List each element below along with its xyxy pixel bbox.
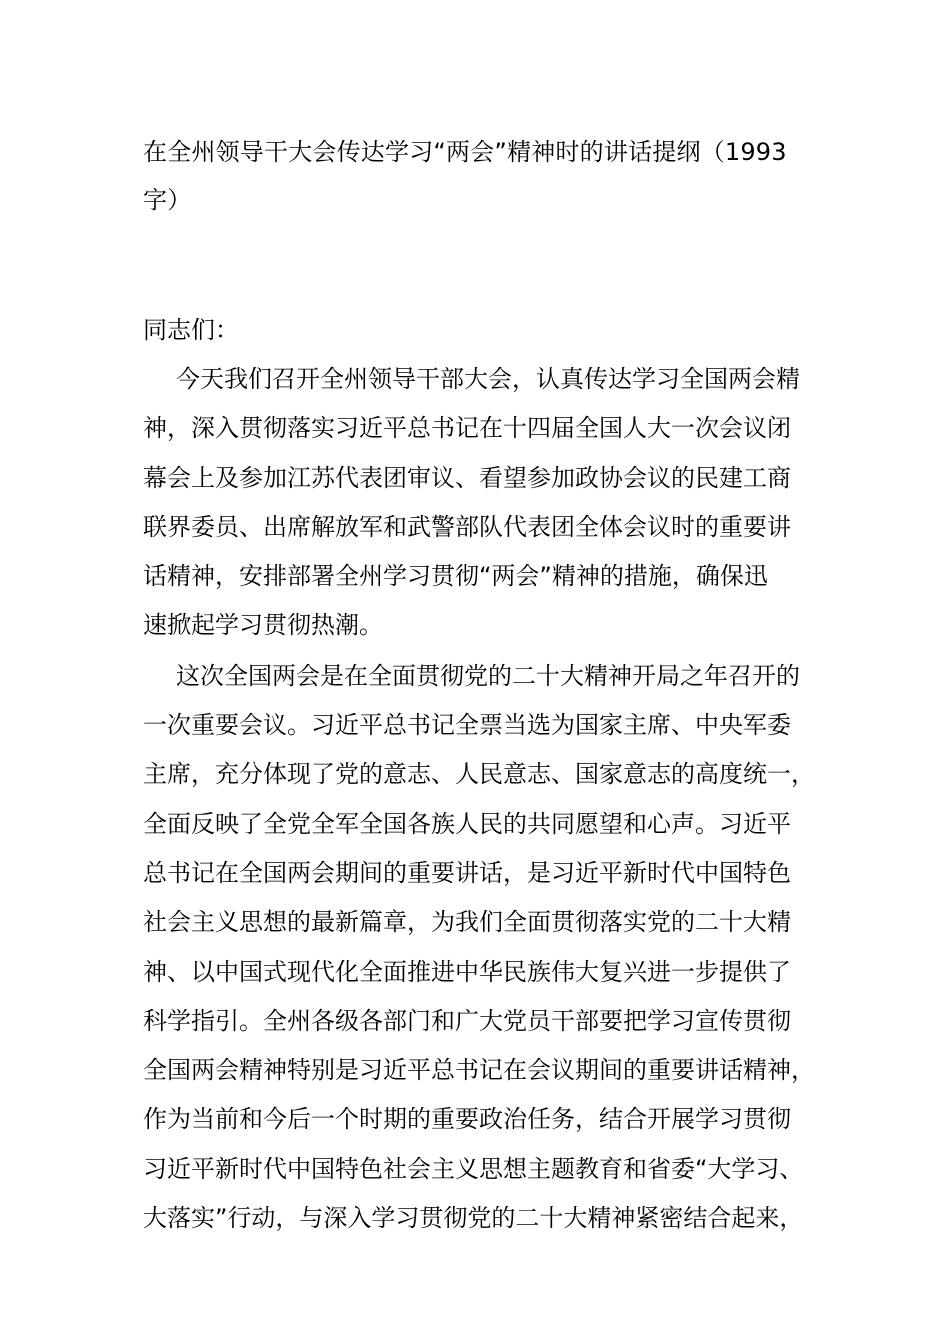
paragraph-line: 今天我们召开全州领导干部大会，认真传达学习全国两会精 xyxy=(176,365,800,393)
paragraph-line: 联界委员、出席解放军和武警部队代表团全体会议时的重要讲 xyxy=(143,512,791,541)
paragraph-line: 幕会上及参加江苏代表团审议、看望参加政协会议的民建工商 xyxy=(143,463,791,492)
paragraph-line: 总书记在全国两会期间的重要讲话，是习近平新时代中国特色 xyxy=(143,858,791,887)
paragraph-line: 这次全国两会是在全面贯彻党的二十大精神开局之年召开的 xyxy=(176,661,800,690)
paragraph-line: 神、以中国式现代化全面推进中华民族伟大复兴进一步提供了 xyxy=(143,957,791,986)
paragraph-line: 作为当前和今后一个时期的重要政治任务，结合开展学习贯彻 xyxy=(143,1105,791,1134)
paragraph-line: 全国两会精神特别是习近平总书记在会议期间的重要讲话精神， xyxy=(143,1056,815,1085)
document-page xyxy=(143,128,815,1243)
paragraph-line: 大落实”行动，与深入学习贯彻党的二十大精神紧密结合起来， xyxy=(143,1204,804,1233)
paragraph-line: 速掀起学习贯彻热潮。 xyxy=(143,611,383,640)
salutation: 同志们： xyxy=(143,316,239,344)
document-title xyxy=(143,128,808,224)
paragraph-line: 话精神，安排部署全州学习贯彻“两会”精神的措施，确保迅 xyxy=(143,562,768,591)
paragraph-1 xyxy=(143,355,808,651)
paragraph-line: 习近平新时代中国特色社会主义思想主题教育和省委“大学习、 xyxy=(143,1154,804,1183)
paragraph-2 xyxy=(143,652,815,1244)
paragraph-line: 社会主义思想的最新篇章，为我们全面贯彻落实党的二十大精 xyxy=(143,908,791,937)
paragraph-line: 神，深入贯彻落实习近平总书记在十四届全国人大一次会议闭 xyxy=(143,414,791,443)
paragraph-line: 全面反映了全党全军全国各族人民的共同愿望和心声。习近平 xyxy=(143,809,791,838)
title-line: 字） xyxy=(143,186,192,214)
paragraph-line: 主席，充分体现了党的意志、人民意志、国家意志的高度统一， xyxy=(143,760,815,789)
title-line: 在全州领导干大会传达学习“两会”精神时的讲话提纲（1993 xyxy=(143,138,787,166)
paragraph-line: 科学指引。全州各级各部门和广大党员干部要把学习宣传贯彻 xyxy=(143,1006,791,1035)
paragraph-line: 一次重要会议。习近平总书记全票当选为国家主席、中央军委 xyxy=(143,711,791,740)
